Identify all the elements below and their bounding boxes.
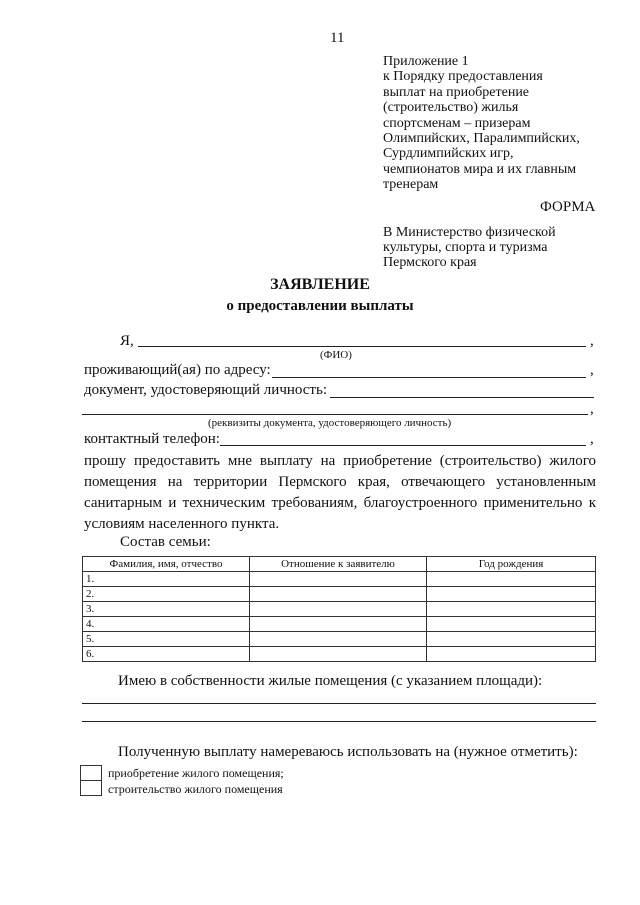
fio-caption: (ФИО) xyxy=(320,349,352,361)
property-field-continuation[interactable] xyxy=(82,721,596,722)
relation-cell[interactable] xyxy=(250,602,427,617)
page-number: 11 xyxy=(330,30,345,46)
construction-checkbox[interactable] xyxy=(80,780,102,796)
appendix-line: чемпионатов мира и их главным xyxy=(383,161,577,177)
table-row xyxy=(83,587,596,602)
appendix-line: Сурдлимпийских игр, xyxy=(383,146,514,162)
appendix-line: выплат на приобретение xyxy=(383,84,530,100)
document-label: документ, удостоверяющий личность: xyxy=(84,382,327,398)
appendix-line: Олимпийских, Паралимпийских, xyxy=(383,131,580,147)
purchase-option-label: приобретение жилого помещения; xyxy=(108,766,284,780)
appendix-line: Приложение 1 xyxy=(383,54,469,69)
relation-cell[interactable] xyxy=(250,647,427,662)
column-header-relation: Отношение к заявителю xyxy=(250,557,427,572)
table-header-row xyxy=(83,557,596,572)
row-number: 3. xyxy=(83,602,250,617)
property-field[interactable] xyxy=(82,703,596,704)
relation-cell[interactable] xyxy=(250,587,427,602)
comma: , xyxy=(590,362,594,378)
property-label: Имею в собственности жилые помещения (с указанием площади): xyxy=(118,673,543,689)
table-row xyxy=(83,617,596,632)
comma: , xyxy=(590,333,594,349)
form-label: ФОРМА xyxy=(540,199,596,215)
column-header-birth-year: Год рождения xyxy=(427,557,596,572)
document-field-continuation[interactable] xyxy=(82,414,588,415)
column-header-name: Фамилия, имя, отчество xyxy=(83,557,250,572)
birth-year-cell[interactable] xyxy=(427,572,596,587)
addressee xyxy=(383,225,556,270)
relation-cell[interactable] xyxy=(250,617,427,632)
appendix-line: (строительство) жилья xyxy=(383,100,519,116)
row-number: 6. xyxy=(83,647,250,662)
birth-year-cell[interactable] xyxy=(427,647,596,662)
appendix-line: к Порядку предоставления xyxy=(383,69,543,85)
birth-year-cell[interactable] xyxy=(427,617,596,632)
comma: , xyxy=(590,431,594,447)
row-number: 1. xyxy=(83,572,250,587)
document-field[interactable] xyxy=(330,397,594,398)
phone-label: контактный телефон: xyxy=(84,431,220,447)
family-table xyxy=(82,556,596,662)
construction-option-label: строительство жилого помещения xyxy=(108,782,283,796)
addressee-line: культуры, спорта и туризма xyxy=(383,240,548,255)
document-subtitle: о предоставлении выплаты xyxy=(226,298,414,314)
purchase-checkbox[interactable] xyxy=(80,765,102,781)
family-heading: Состав семьи: xyxy=(120,534,211,550)
table-row xyxy=(83,647,596,662)
relation-cell[interactable] xyxy=(250,572,427,587)
appendix-line: тренерам xyxy=(383,177,439,193)
request-paragraph: прошу предоставить мне выплату на приобретение (строительство) жилого помещения на территории Пермского края, отвечающего установленным санитарным и техническим требованиям, благоустроенного применительно к условиям населенного пункта. xyxy=(84,453,596,532)
row-number: 4. xyxy=(83,617,250,632)
table-row xyxy=(83,632,596,647)
birth-year-cell[interactable] xyxy=(427,632,596,647)
ya-label: Я, xyxy=(120,333,134,349)
birth-year-cell[interactable] xyxy=(427,587,596,602)
appendix-note xyxy=(383,54,580,193)
addressee-line: В Министерство физической xyxy=(383,225,556,240)
address-field[interactable] xyxy=(272,377,586,378)
comma: , xyxy=(590,401,594,417)
document-title: ЗАЯВЛЕНИЕ xyxy=(270,276,370,293)
phone-field[interactable] xyxy=(220,445,586,446)
row-number: 2. xyxy=(83,587,250,602)
row-number: 5. xyxy=(83,632,250,647)
document-caption: (реквизиты документа, удостоверяющего личность) xyxy=(208,417,452,429)
address-label: проживающий(ая) по адресу: xyxy=(84,362,271,378)
table-row xyxy=(83,572,596,587)
relation-cell[interactable] xyxy=(250,632,427,647)
appendix-line: спортсменам – призерам xyxy=(383,115,531,131)
usage-label: Полученную выплату намереваюсь использовать на (нужное отметить): xyxy=(118,744,578,760)
table-row xyxy=(83,602,596,617)
fio-field[interactable] xyxy=(138,346,586,347)
birth-year-cell[interactable] xyxy=(427,602,596,617)
addressee-line: Пермского края xyxy=(383,255,477,270)
